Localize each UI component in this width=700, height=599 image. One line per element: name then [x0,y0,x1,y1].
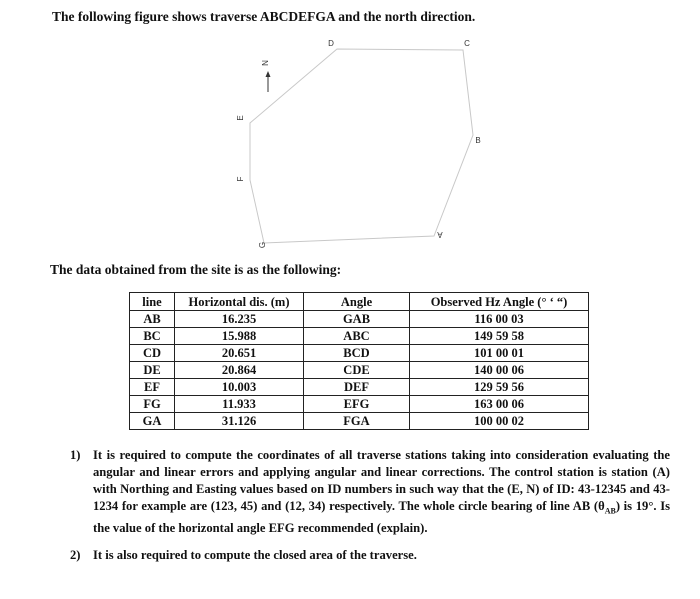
header-line: line [130,293,175,311]
question-text-part1: It is required to compute the coordinates of all traverse stations taking into consideration evaluating the angular and linear errors and applying angular and linear corrections. The control station is station (A) with Northing and Easting values based on ID numbers in such way that the (E, N) of ID: 43-12345 and 43-1234 for example are (123, 45) and (12, 34) respectively. The whole circle bearing of line AB (θ [93,448,670,513]
north-arrow-head [266,71,271,77]
table-row [130,328,589,345]
cell-angle: ABC [304,328,410,345]
data-label: The data obtained from the site is as the following: [50,262,342,277]
station-label-f: F [236,176,245,182]
cell-angle: BCD [304,345,410,362]
table-header-row [130,293,589,311]
cell-distance: 15.988 [175,328,304,345]
station-label-b: B [475,136,481,145]
cell-distance: 10.003 [175,379,304,396]
question-text: It is also required to compute the closed area of the traverse. [93,547,417,562]
cell-line: FG [130,396,175,413]
cell-distance: 31.126 [175,413,304,430]
cell-observed: 140 00 06 [410,362,589,379]
station-label-g: G [258,241,267,249]
station-label-e: E [236,115,245,121]
cell-line: GA [130,413,175,430]
traverse-polygon [250,49,473,243]
cell-observed: 149 59 58 [410,328,589,345]
cell-distance: 20.651 [175,345,304,362]
cell-angle: FGA [304,413,410,430]
question-number: 2) [70,547,81,562]
table-row [130,379,589,396]
table-row [130,362,589,379]
north-label: N [261,60,270,66]
question-text-part2: ) is 19°. Is the value of the horizontal angle EFG recommended (explain). [93,499,670,535]
cell-line: BC [130,328,175,345]
question-number: 1) [70,448,81,462]
table-row [130,345,589,362]
cell-line: DE [130,362,175,379]
cell-distance: 11.933 [175,396,304,413]
station-label-d: D [328,39,334,48]
cell-observed: 116 00 03 [410,311,589,328]
cell-angle: CDE [304,362,410,379]
table-row [130,396,589,413]
intro-text: The following figure shows traverse ABCDEFGA and the north direction. [52,9,476,24]
question-list [70,447,670,574]
observation-table [129,292,589,430]
cell-line: AB [130,311,175,328]
cell-distance: 20.864 [175,362,304,379]
question-item [70,547,670,564]
cell-distance: 16.235 [175,311,304,328]
question-text-subscript: AB [604,506,616,516]
question-text [93,447,670,537]
cell-observed: 101 00 01 [410,345,589,362]
cell-observed: 163 00 06 [410,396,589,413]
cell-angle: DEF [304,379,410,396]
cell-observed: 100 00 02 [410,413,589,430]
header-observed-angle: Observed Hz Angle (° ‘ “) [410,293,589,311]
question-item [70,447,670,537]
station-label-a: A [437,230,443,239]
cell-line: CD [130,345,175,362]
header-distance: Horizontal dis. (m) [175,293,304,311]
station-label-c: C [464,39,470,48]
cell-observed: 129 59 56 [410,379,589,396]
cell-line: EF [130,379,175,396]
cell-angle: EFG [304,396,410,413]
header-angle: Angle [304,293,410,311]
cell-angle: GAB [304,311,410,328]
table-row [130,311,589,328]
table-row [130,413,589,430]
